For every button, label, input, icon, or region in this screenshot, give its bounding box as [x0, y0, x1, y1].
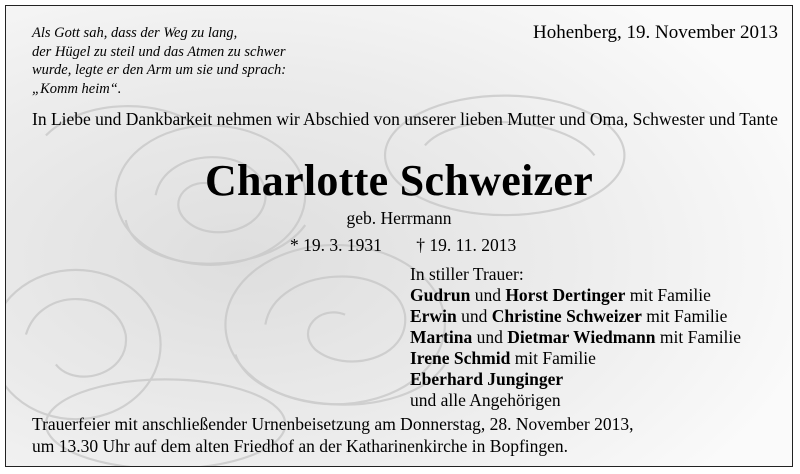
maiden-name: geb. Herrmann	[346, 208, 452, 228]
death-date: † 19. 11. 2013	[416, 235, 517, 255]
service-info	[32, 413, 633, 457]
life-dates	[290, 235, 546, 256]
birth-date: * 19. 3. 1931	[290, 235, 382, 255]
poem-line: Als Gott sah, dass der Weg zu lang,	[32, 25, 238, 41]
poem-line: „Komm heim“.	[32, 80, 122, 97]
mourners-closing: und alle Angehörigen	[410, 390, 561, 410]
deceased-name: Charlotte Schweizer	[204, 156, 594, 205]
poem-line: der Hügel zu steil und das Atmen zu schwer	[32, 43, 286, 60]
obituary-card	[5, 5, 793, 467]
mourner-row: Eberhard Junginger	[410, 369, 564, 389]
poem	[32, 24, 286, 98]
mourners-block	[410, 264, 741, 411]
service-line: um 13.30 Uhr auf dem alten Friedhof an der Katharinenkirche in Bopfingen.	[32, 436, 569, 456]
mourners-heading: In stiller Trauer:	[410, 264, 524, 284]
place-date: Hohenberg, 19. November 2013	[532, 22, 778, 43]
mourner-row: Martina und Dietmar Wiedmann mit Familie	[410, 327, 742, 347]
poem-line: wurde, legte er den Arm um sie und sprach:	[32, 62, 287, 78]
mourner-row: Erwin und Christine Schweizer mit Familie	[410, 306, 728, 326]
intro-text: In Liebe und Dankbarkeit nehmen wir Abschied von unserer lieben Mutter und Oma, Schwester und Tante	[32, 109, 778, 129]
mourner-row: Irene Schmid mit Familie	[410, 348, 596, 368]
service-line: Trauerfeier mit anschließender Urnenbeisetzung am Donnerstag, 28. November 2013,	[32, 414, 634, 434]
mourner-row: Gudrun und Horst Dertinger mit Familie	[410, 285, 711, 305]
